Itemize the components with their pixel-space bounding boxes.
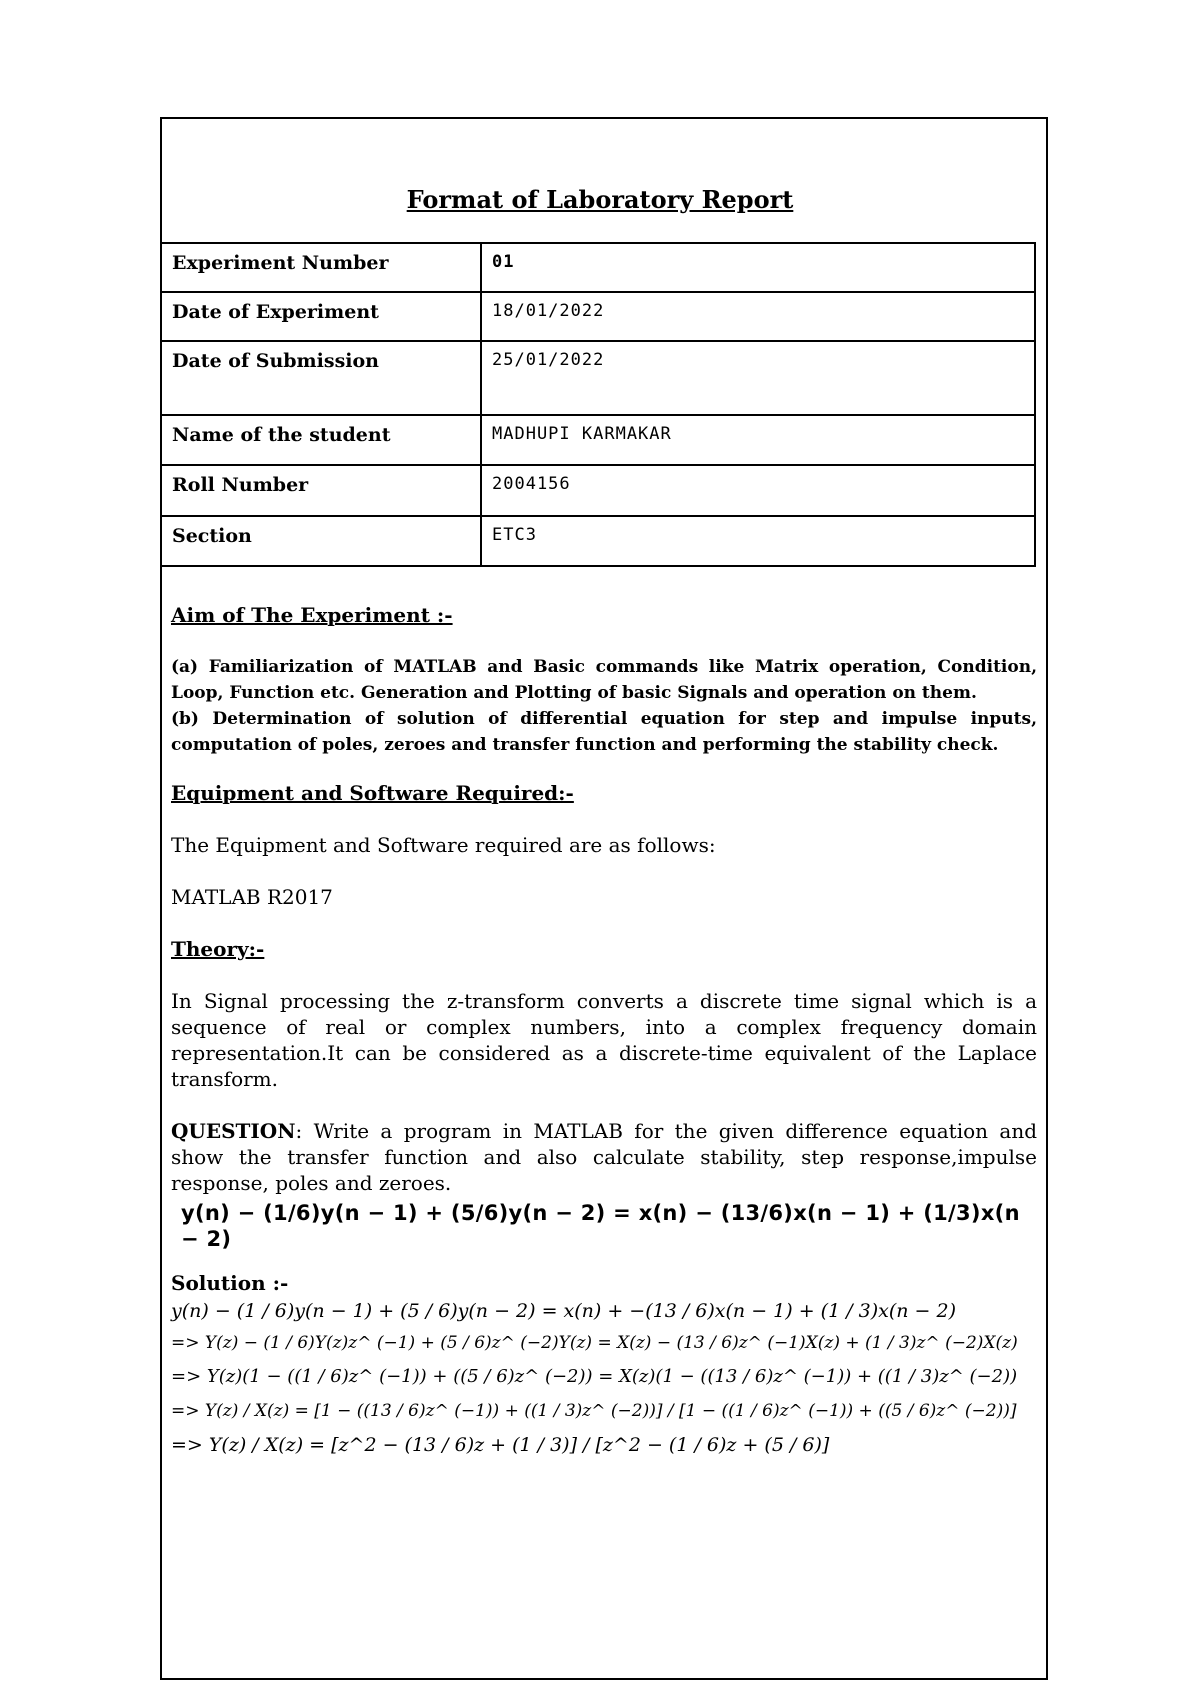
section-value: ETC3 xyxy=(481,516,1035,566)
table-row xyxy=(161,243,1035,292)
student-name-value: MADHUPI KARMAKAR xyxy=(481,415,1035,465)
table-row xyxy=(161,516,1035,566)
date-of-experiment-label: Date of Experiment xyxy=(161,292,481,341)
table-row xyxy=(161,415,1035,465)
software-name: MATLAB R2017 xyxy=(171,885,333,909)
aim-item-b: (b) Determination of solution of differential equation for step and impulse inputs, computation of poles, zeroes and transfer function and performing the stability check. xyxy=(171,709,1037,755)
solution-label: Solution :- xyxy=(171,1271,289,1295)
table-row xyxy=(161,465,1035,516)
roll-number-label: Roll Number xyxy=(161,465,481,516)
student-name-label: Name of the student xyxy=(161,415,481,465)
table-row xyxy=(161,292,1035,341)
solution-line-1: y(n) − (1 / 6)y(n − 1) + (5 / 6)y(n − 2) = x(n) + −(13 / 6)x(n − 1) + (1 / 3)x(n − 2) xyxy=(171,1300,957,1322)
question-paragraph xyxy=(171,1118,1037,1196)
experiment-number-label: Experiment Number xyxy=(161,243,481,292)
solution-line-3: => Y(z)(1 − ((1 / 6)z^ (−1)) + ((5 / 6)z^ (−2)) = X(z)(1 − ((13 / 6)z^ (−1)) + ((1 / 3)z^ (−2)) xyxy=(171,1366,1018,1387)
equipment-intro: The Equipment and Software required are as follows: xyxy=(171,833,716,857)
date-of-experiment-value: 18/01/2022 xyxy=(481,292,1035,341)
theory-heading: Theory:- xyxy=(171,937,265,961)
report-body xyxy=(171,602,1037,1462)
question-label: QUESTION xyxy=(171,1119,296,1143)
report-title: Format of Laboratory Report xyxy=(406,185,794,214)
experiment-number-value: 01 xyxy=(481,243,1035,292)
solution-line-2: => Y(z) − (1 / 6)Y(z)z^ (−1) + (5 / 6)z^ (−2)Y(z) = X(z) − (13 / 6)z^ (−1)X(z) + (1 / 3)z^ (−2)X(z) xyxy=(171,1333,1018,1353)
solution-line-4: => Y(z) / X(z) = [1 − ((13 / 6)z^ (−1)) + ((1 / 3)z^ (−2))] / [1 − ((1 / 6)z^ (−1)) + ((5 / 6)z^ (−2))] xyxy=(171,1401,1017,1421)
date-of-submission-label: Date of Submission xyxy=(161,341,481,415)
section-label: Section xyxy=(161,516,481,566)
table-row xyxy=(161,341,1035,415)
theory-text: In Signal processing the z-transform converts a discrete time signal which is a sequence of real or complex numbers, into a complex frequency domain representation.It can be considered as a discrete-time equivalent of the Laplace transform. xyxy=(171,989,1037,1091)
question-text: : Write a program in MATLAB for the given difference equation and show the transfer function and also calculate stability, step response,impulse response, poles and zeroes. xyxy=(171,1119,1037,1195)
equipment-heading: Equipment and Software Required:- xyxy=(171,781,574,805)
aim-item-a: (a) Familiarization of MATLAB and Basic commands like Matrix operation, Condition, Loop, Function etc. Generation and Plotting of basic Signals and operation on them. xyxy=(171,657,1037,703)
aim-heading: Aim of The Experiment :- xyxy=(171,603,453,627)
aim-list xyxy=(171,654,1037,758)
solution-line-5: => Y(z) / X(z) = [z^2 − (13 / 6)z + (1 / 3)] / [z^2 − (1 / 6)z + (5 / 6)] xyxy=(171,1434,830,1456)
date-of-submission-value: 25/01/2022 xyxy=(481,341,1035,415)
difference-equation: y(n) − (1/6)y(n − 1) + (5/6)y(n − 2) = x(n) − (13/6)x(n − 1) + (1/3)x(n − 2) xyxy=(181,1201,1020,1251)
roll-number-value: 2004156 xyxy=(481,465,1035,516)
experiment-info-table xyxy=(160,242,1036,567)
